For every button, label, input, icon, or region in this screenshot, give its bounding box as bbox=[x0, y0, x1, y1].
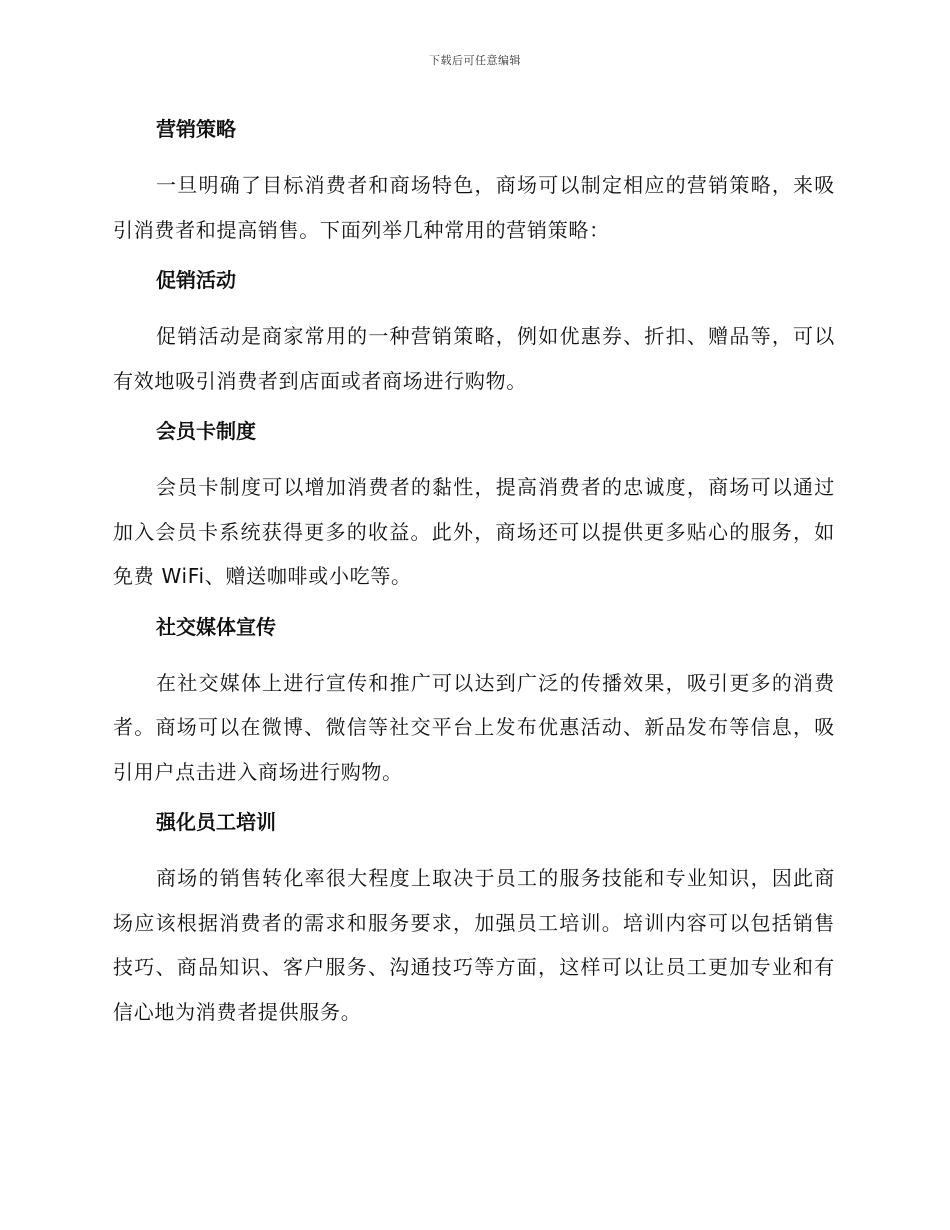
section-heading-marketing-strategy: 营销策略 bbox=[156, 117, 236, 141]
section-paragraph-staff-training: 商场的销售转化率很大程度上取决于员工的服务技能和专业知识，因此商场应该根据消费者的需求和服务要求，加强员工培训。培训内容可以包括销售技巧、商品知识、客户服务、沟通技巧等方面，这样可以让员工更加专业和有信心地为消费者提供服务。 bbox=[113, 866, 835, 1024]
section-paragraph-marketing-strategy: 一旦明确了目标消费者和商场特色，商场可以制定相应的营销策略，来吸引消费者和提高销售。下面列举几种常用的营销策略： bbox=[113, 173, 835, 242]
section-heading-social-media: 社交媒体宣传 bbox=[156, 614, 276, 639]
section-paragraph-membership: 会员卡制度可以增加消费者的黏性，提高消费者的忠诚度，商场可以通过加入会员卡系统获得更多的收益。此外，商场还可以提供更多贴心的服务，如免费 WiFi、赠送咖啡或小吃等。 bbox=[113, 475, 835, 588]
section-heading-promotions: 促销活动 bbox=[156, 268, 236, 292]
document-body bbox=[113, 112, 835, 1034]
section-heading-membership: 会员卡制度 bbox=[156, 419, 256, 443]
section-paragraph-promotions: 促销活动是商家常用的一种营销策略，例如优惠券、折扣、赠品等，可以有效地吸引消费者到店面或者商场进行购物。 bbox=[113, 324, 835, 393]
section-heading-staff-training: 强化员工培训 bbox=[156, 810, 276, 834]
page-header: 下载后可任意编辑 bbox=[429, 54, 521, 67]
section-paragraph-social-media: 在社交媒体上进行宣传和推广可以达到广泛的传播效果，吸引更多的消费者。商场可以在微博、微信等社交平台上发布优惠活动、新品发布等信息，吸引用户点击进入商场进行购物。 bbox=[113, 670, 835, 784]
